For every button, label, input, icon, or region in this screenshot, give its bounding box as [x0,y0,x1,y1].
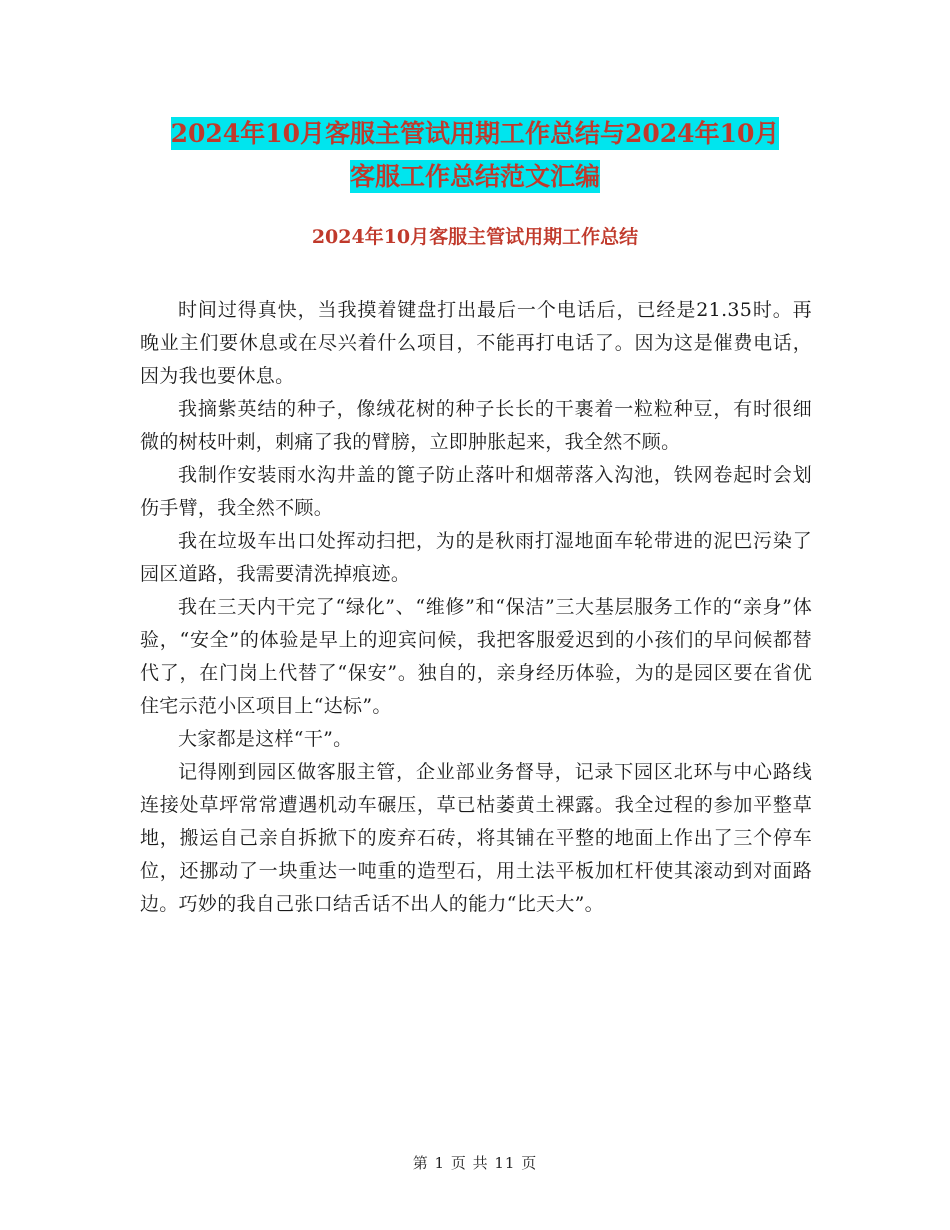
paragraph-7: 记得刚到园区做客服主管，企业部业务督导，记录下园区北环与中心路线连接处草坪常常遭遇机动车碾压，草已枯萎黄土裸露。我全过程的参加平整草地，搬运自己亲自拆掀下的废弃石砖，将其铺在平整的地面上作出了三个停车位，还挪动了一块重达一吨重的造型石，用土法平板加杠杆使其滚动到对面路边。巧妙的我自己张口结舌话不出人的能力“比天大”。 [140,761,812,915]
document-title [140,112,810,198]
paragraph-5: 我在三天内干完了“绿化”、“维修”和“保洁”三大基层服务工作的“亲身”体验，“安全”的体验是早上的迎宾问候，我把客服爱迟到的小孩们的早问候都替代了，在门岗上代替了“保安”。独自的，亲身经历体验，为的是园区要在省优住宅示范小区项目上“达标”。 [140,596,812,717]
paragraph-2: 我摘紫英结的种子，像绒花树的种子长长的干裹着一粒粒种豆，有时很细微的树枝叶刺，刺痛了我的臂膀，立即肿胀起来，我全然不顾。 [140,398,812,453]
paragraph-1: 时间过得真快，当我摸着键盘打出最后一个电话后，已经是21.35时。再晚业主们要休息或在尽兴着什么项目，不能再打电话了。因为这是催费电话，因为我也要休息。 [140,299,812,387]
page-footer: 第 1 页 共 11 页 [412,1154,538,1172]
document-title-line-2: 客服工作总结范文汇编 [349,162,600,191]
section-title: 2024年10月客服主管试用期工作总结 [311,226,639,248]
body-text [140,294,812,921]
paragraph-4: 我在垃圾车出口处挥动扫把，为的是秋雨打湿地面车轮带进的泥巴污染了园区道路，我需要清洗掉痕迹。 [140,530,812,585]
paragraph-6: 大家都是这样“干”。 [178,728,353,750]
document-title-line-1: 2024年10月客服主管试用期工作总结与2024年10月 [170,119,780,148]
paragraph-3: 我制作安装雨水沟井盖的篦子防止落叶和烟蒂落入沟池，铁网卷起时会划伤手臂，我全然不顾。 [140,464,812,519]
